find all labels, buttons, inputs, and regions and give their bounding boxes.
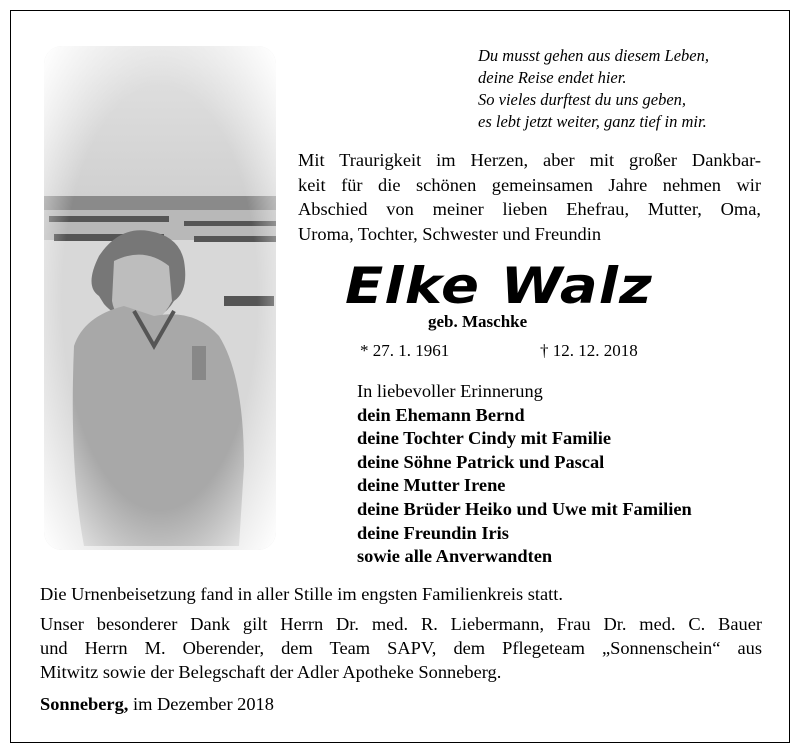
thanks-line: Unser besonderer Dank gilt Herrn Dr. med. R. Liebermann, Frau Dr. med. C. Bauer bbox=[40, 614, 762, 634]
mourner: deine Tochter Cindy mit Familie bbox=[357, 428, 612, 449]
place-city: Sonneberg, bbox=[40, 694, 129, 714]
memory-heading: In liebevoller Erinnerung bbox=[357, 381, 543, 401]
intro-text bbox=[298, 148, 761, 246]
poem-line: So vieles durftest du uns geben, bbox=[478, 90, 687, 109]
mourner: deine Freundin Iris bbox=[357, 522, 509, 543]
poem-line: es lebt jetzt weiter, ganz tief in mir. bbox=[478, 112, 707, 131]
mourner: deine Söhne Patrick und Pascal bbox=[357, 451, 605, 472]
thanks-line: Mitwitz sowie der Belegschaft der Adler Apotheke Sonneberg. bbox=[40, 662, 502, 682]
intro-line: Mit Traurigkeit im Herzen, aber mit großer Dankbar- bbox=[298, 150, 761, 170]
mourner: sowie alle Anverwandten bbox=[357, 546, 553, 567]
poem-line: Du musst gehen aus diesem Leben, bbox=[478, 46, 709, 65]
poem bbox=[478, 45, 768, 133]
mourners-block bbox=[357, 380, 777, 569]
poem-line: deine Reise endet hier. bbox=[478, 68, 627, 87]
deceased-name: Elke Walz bbox=[345, 257, 653, 315]
maiden-name: geb. Maschke bbox=[428, 312, 528, 331]
burial-note: Die Urnenbeisetzung fand in aller Stille im engsten Familienkreis statt. bbox=[40, 584, 563, 604]
mourner: deine Brüder Heiko und Uwe mit Familien bbox=[357, 498, 692, 519]
mourner: deine Mutter Irene bbox=[357, 475, 506, 496]
footer-text bbox=[40, 582, 762, 684]
place-date: im Dezember 2018 bbox=[133, 694, 274, 714]
thanks-line: und Herrn M. Oberender, dem Team SAPV, dem Pflegeteam „Sonnenschein“ aus bbox=[40, 638, 762, 658]
mourner: dein Ehemann Bernd bbox=[357, 404, 525, 425]
death-date: † 12. 12. 2018 bbox=[540, 341, 638, 360]
intro-line: Abschied von meiner lieben Ehefrau, Mutter, Oma, bbox=[298, 199, 761, 219]
portrait-photo bbox=[44, 46, 276, 550]
intro-line: Uroma, Tochter, Schwester und Freundin bbox=[298, 223, 602, 244]
intro-line: keit für die schönen gemeinsamen Jahre nehmen wir bbox=[298, 174, 761, 195]
birth-date: * 27. 1. 1961 bbox=[360, 341, 450, 360]
place-and-date bbox=[40, 694, 274, 715]
